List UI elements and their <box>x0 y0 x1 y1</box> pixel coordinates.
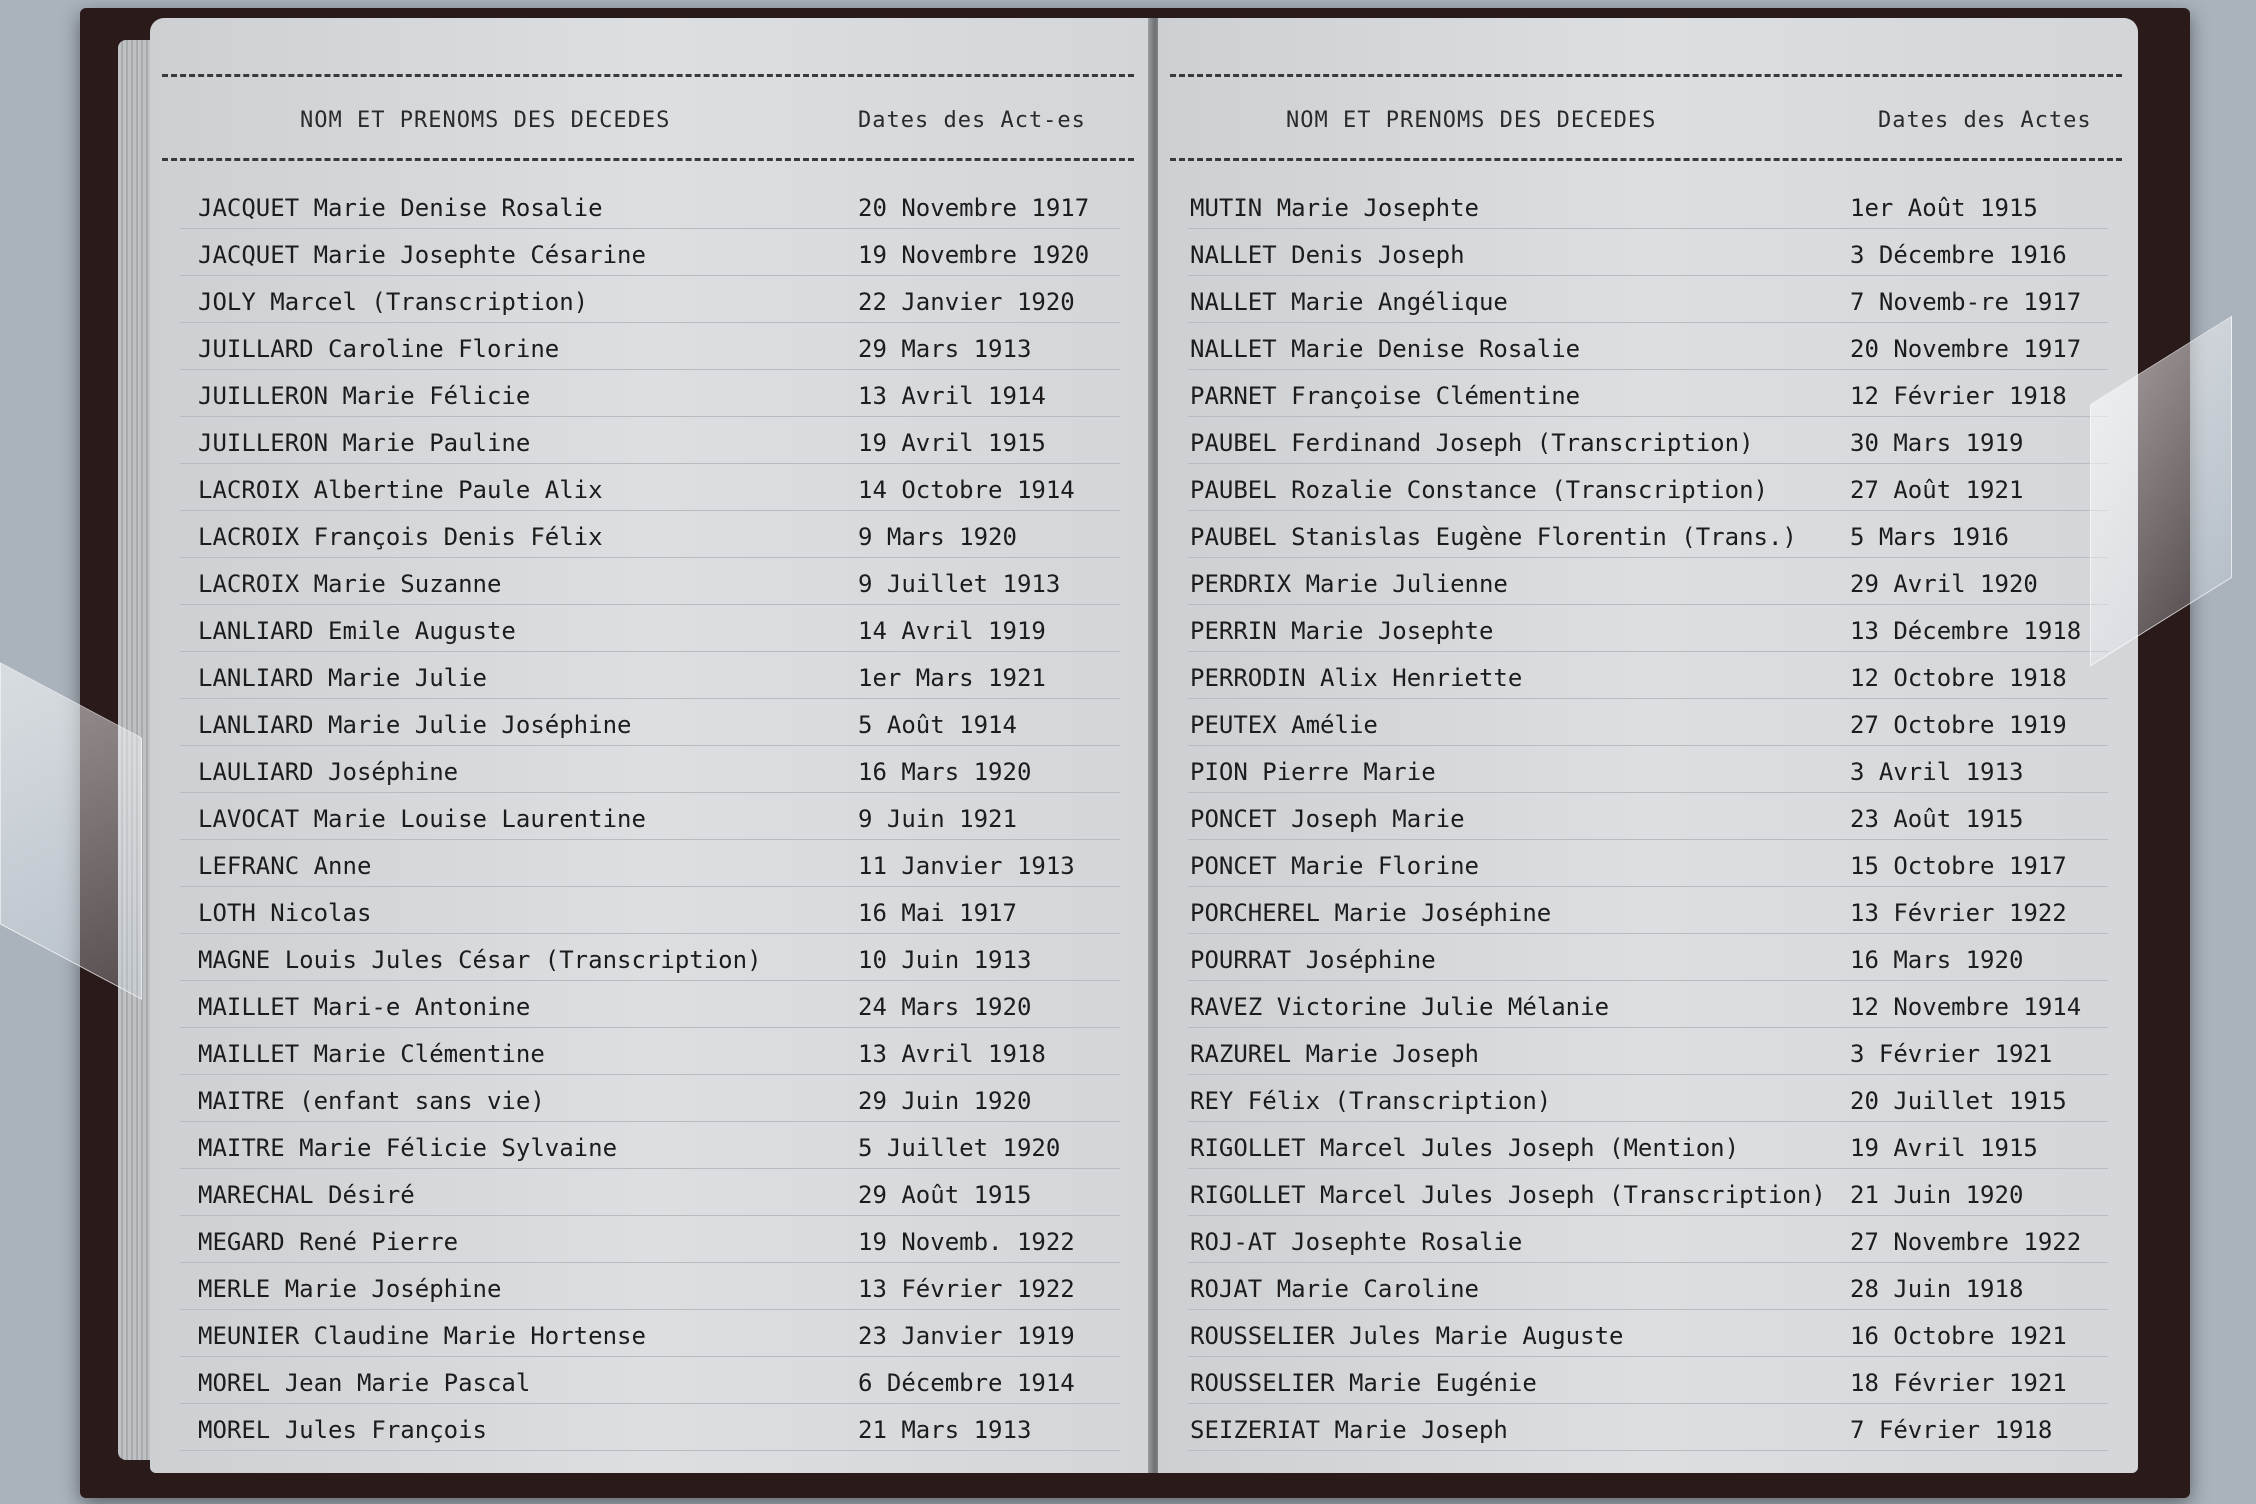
deceased-name: LEFRANC Anne <box>198 852 372 880</box>
deceased-name: JUILLARD Caroline Florine <box>198 335 560 363</box>
act-date: 14 Octobre 1914 <box>858 476 1075 504</box>
deceased-name: PAUBEL Ferdinand Joseph (Transcription) <box>1190 429 1754 457</box>
act-date: 1er Août 1915 <box>1850 194 2038 222</box>
act-date: 14 Avril 1919 <box>858 617 1046 645</box>
ruled-line <box>180 416 1120 417</box>
deceased-name: MAILLET Mari-e Antonine <box>198 993 531 1021</box>
register-entry <box>1158 235 2138 279</box>
register-entry <box>150 611 1150 655</box>
register-entry <box>150 799 1150 843</box>
act-date: 29 Avril 1920 <box>1850 570 2038 598</box>
register-entry <box>150 893 1150 937</box>
header-names: NOM ET PRENOMS DES DECEDES <box>1286 108 1657 133</box>
register-entry <box>1158 1222 2138 1266</box>
register-entry <box>1158 1363 2138 1407</box>
register-entry <box>150 658 1150 702</box>
ruled-line <box>180 792 1120 793</box>
deceased-name: MAITRE (enfant sans vie) <box>198 1087 545 1115</box>
act-date: 22 Janvier 1920 <box>858 288 1075 316</box>
deceased-name: ROJAT Marie Caroline <box>1190 1275 1479 1303</box>
act-date: 27 Octobre 1919 <box>1850 711 2067 739</box>
deceased-name: LANLIARD Emile Auguste <box>198 617 516 645</box>
ruled-line <box>180 933 1120 934</box>
deceased-name: LACROIX Marie Suzanne <box>198 570 502 598</box>
register-entry <box>150 517 1150 561</box>
register-entry <box>1158 752 2138 796</box>
deceased-name: ROJ-AT Josephte Rosalie <box>1190 1228 1523 1256</box>
act-date: 1er Mars 1921 <box>858 664 1046 692</box>
deceased-name: MOREL Jules François <box>198 1416 487 1444</box>
ruled-line <box>1188 698 2108 699</box>
act-date: 12 Février 1918 <box>1850 382 2067 410</box>
deceased-name: ROUSSELIER Marie Eugénie <box>1190 1369 1537 1397</box>
act-date: 27 Août 1921 <box>1850 476 2024 504</box>
deceased-name: MARECHAL Désiré <box>198 1181 415 1209</box>
ruled-line <box>1188 1168 2108 1169</box>
register-entry <box>150 846 1150 890</box>
deceased-name: RIGOLLET Marcel Jules Joseph (Mention) <box>1190 1134 1740 1162</box>
ruled-line <box>180 1262 1120 1263</box>
ruled-line <box>1188 1215 2108 1216</box>
register-entry <box>1158 1034 2138 1078</box>
act-date: 16 Mars 1920 <box>858 758 1032 786</box>
ruled-line <box>1188 369 2108 370</box>
deceased-name: RAZUREL Marie Joseph <box>1190 1040 1479 1068</box>
register-entry <box>150 423 1150 467</box>
act-date: 5 Mars 1916 <box>1850 523 2009 551</box>
act-date: 24 Mars 1920 <box>858 993 1032 1021</box>
act-date: 12 Octobre 1918 <box>1850 664 2067 692</box>
act-date: 19 Novembre 1920 <box>858 241 1090 269</box>
ruled-line <box>1188 463 2108 464</box>
register-entry <box>1158 705 2138 749</box>
ruled-line <box>180 228 1120 229</box>
ruled-line <box>180 1450 1120 1451</box>
register-entry <box>150 329 1150 373</box>
register-entry <box>150 1081 1150 1125</box>
deceased-name: PERRIN Marie Josephte <box>1190 617 1494 645</box>
act-date: 15 Octobre 1917 <box>1850 852 2067 880</box>
deceased-name: LACROIX François Denis Félix <box>198 523 603 551</box>
deceased-name: MEUNIER Claudine Marie Hortense <box>198 1322 646 1350</box>
deceased-name: PAUBEL Rozalie Constance (Transcription) <box>1190 476 1768 504</box>
act-date: 12 Novembre 1914 <box>1850 993 2082 1021</box>
ruled-line <box>1188 1121 2108 1122</box>
ruled-line <box>180 369 1120 370</box>
act-date: 29 Août 1915 <box>858 1181 1032 1209</box>
header-rule-top <box>1170 74 2122 77</box>
ruled-line <box>1188 322 2108 323</box>
register-entry <box>1158 188 2138 232</box>
ruled-line <box>180 980 1120 981</box>
register-entry <box>1158 1128 2138 1172</box>
register-entry <box>150 282 1150 326</box>
deceased-name: JUILLERON Marie Félicie <box>198 382 531 410</box>
register-entry <box>150 1034 1150 1078</box>
deceased-name: POURRAT Joséphine <box>1190 946 1436 974</box>
ruled-line <box>180 1356 1120 1357</box>
deceased-name: JOLY Marcel (Transcription) <box>198 288 589 316</box>
deceased-name: LAVOCAT Marie Louise Laurentine <box>198 805 646 833</box>
act-date: 3 Décembre 1916 <box>1850 241 2067 269</box>
act-date: 13 Février 1922 <box>1850 899 2067 927</box>
register-entry <box>150 1128 1150 1172</box>
register-entry <box>150 1269 1150 1313</box>
ruled-line <box>1188 745 2108 746</box>
register-entry <box>1158 517 2138 561</box>
act-date: 5 Juillet 1920 <box>858 1134 1061 1162</box>
ruled-line <box>180 604 1120 605</box>
deceased-name: ROUSSELIER Jules Marie Auguste <box>1190 1322 1624 1350</box>
act-date: 19 Novemb. 1922 <box>858 1228 1075 1256</box>
act-date: 10 Juin 1913 <box>858 946 1032 974</box>
ruled-line <box>180 1168 1120 1169</box>
act-date: 30 Mars 1919 <box>1850 429 2024 457</box>
deceased-name: MOREL Jean Marie Pascal <box>198 1369 531 1397</box>
deceased-name: PERRODIN Alix Henriette <box>1190 664 1523 692</box>
ruled-line <box>1188 416 2108 417</box>
ruled-line <box>180 557 1120 558</box>
deceased-name: MAITRE Marie Félicie Sylvaine <box>198 1134 618 1162</box>
deceased-name: RAVEZ Victorine Julie Mélanie <box>1190 993 1610 1021</box>
ruled-line <box>1188 1262 2108 1263</box>
deceased-name: PORCHEREL Marie Joséphine <box>1190 899 1552 927</box>
register-entry <box>1158 658 2138 702</box>
ruled-line <box>1188 1074 2108 1075</box>
register-entry <box>1158 940 2138 984</box>
deceased-name: REY Félix (Transcription) <box>1190 1087 1552 1115</box>
ruled-line <box>1188 839 2108 840</box>
deceased-name: PONCET Joseph Marie <box>1190 805 1465 833</box>
deceased-name: NALLET Denis Joseph <box>1190 241 1465 269</box>
register-entry <box>150 188 1150 232</box>
deceased-name: LACROIX Albertine Paule Alix <box>198 476 603 504</box>
act-date: 3 Février 1921 <box>1850 1040 2053 1068</box>
register-entry <box>1158 893 2138 937</box>
register-entry <box>1158 423 2138 467</box>
act-date: 20 Novembre 1917 <box>858 194 1090 222</box>
register-entry <box>1158 611 2138 655</box>
ruled-line <box>180 1121 1120 1122</box>
act-date: 13 Avril 1918 <box>858 1040 1046 1068</box>
ruled-line <box>1188 651 2108 652</box>
act-date: 9 Mars 1920 <box>858 523 1017 551</box>
register-entry <box>1158 846 2138 890</box>
deceased-name: LOTH Nicolas <box>198 899 372 927</box>
act-date: 28 Juin 1918 <box>1850 1275 2024 1303</box>
act-date: 19 Avril 1915 <box>858 429 1046 457</box>
deceased-name: LANLIARD Marie Julie <box>198 664 487 692</box>
act-date: 16 Octobre 1921 <box>1850 1322 2067 1350</box>
act-date: 6 Décembre 1914 <box>858 1369 1075 1397</box>
register-entry <box>1158 1269 2138 1313</box>
act-date: 13 Avril 1914 <box>858 382 1046 410</box>
deceased-name: MAILLET Marie Clémentine <box>198 1040 545 1068</box>
register-entry <box>150 1410 1150 1454</box>
ruled-line <box>180 886 1120 887</box>
register-entry <box>150 940 1150 984</box>
act-date: 29 Mars 1913 <box>858 335 1032 363</box>
act-date: 5 Août 1914 <box>858 711 1017 739</box>
ruled-line <box>1188 604 2108 605</box>
header-dates: Dates des Act-es <box>858 108 1086 133</box>
register-entry <box>150 1316 1150 1360</box>
ruled-line <box>1188 228 2108 229</box>
register-entry <box>150 705 1150 749</box>
deceased-name: RIGOLLET Marcel Jules Joseph (Transcription) <box>1190 1181 1826 1209</box>
register-entry <box>1158 799 2138 843</box>
ruled-line <box>180 651 1120 652</box>
deceased-name: JACQUET Marie Josephte Césarine <box>198 241 646 269</box>
register-entry <box>1158 282 2138 326</box>
register-entry <box>1158 376 2138 420</box>
deceased-name: MERLE Marie Joséphine <box>198 1275 502 1303</box>
act-date: 9 Juillet 1913 <box>858 570 1061 598</box>
header-rule-bottom <box>162 158 1134 161</box>
register-entry <box>150 1363 1150 1407</box>
left-page <box>150 18 1150 1473</box>
ruled-line <box>1188 886 2108 887</box>
header-dates: Dates des Actes <box>1878 108 2092 133</box>
deceased-name: PONCET Marie Florine <box>1190 852 1479 880</box>
ruled-line <box>1188 510 2108 511</box>
register-entry <box>150 752 1150 796</box>
register-entry <box>150 1175 1150 1219</box>
ruled-line <box>1188 1309 2108 1310</box>
ruled-line <box>180 510 1120 511</box>
ruled-line <box>1188 933 2108 934</box>
deceased-name: NALLET Marie Denise Rosalie <box>1190 335 1581 363</box>
register-entry <box>150 1222 1150 1266</box>
act-date: 3 Avril 1913 <box>1850 758 2024 786</box>
register-entry <box>1158 1081 2138 1125</box>
act-date: 20 Juillet 1915 <box>1850 1087 2067 1115</box>
ruled-line <box>1188 980 2108 981</box>
deceased-name: MUTIN Marie Josephte <box>1190 194 1479 222</box>
act-date: 19 Avril 1915 <box>1850 1134 2038 1162</box>
register-entry <box>1158 470 2138 514</box>
act-date: 7 Novemb-re 1917 <box>1850 288 2082 316</box>
ruled-line <box>1188 1403 2108 1404</box>
ruled-line <box>1188 1356 2108 1357</box>
act-date: 23 Août 1915 <box>1850 805 2024 833</box>
ruled-line <box>1188 1450 2108 1451</box>
deceased-name: PEUTEX Amélie <box>1190 711 1378 739</box>
ruled-line <box>180 1027 1120 1028</box>
deceased-name: NALLET Marie Angélique <box>1190 288 1508 316</box>
act-date: 13 Février 1922 <box>858 1275 1075 1303</box>
register-entry <box>150 376 1150 420</box>
register-entry <box>1158 1316 2138 1360</box>
act-date: 21 Juin 1920 <box>1850 1181 2024 1209</box>
ruled-line <box>180 322 1120 323</box>
act-date: 9 Juin 1921 <box>858 805 1017 833</box>
ruled-line <box>180 839 1120 840</box>
register-entry <box>1158 1410 2138 1454</box>
act-date: 18 Février 1921 <box>1850 1369 2067 1397</box>
deceased-name: JUILLERON Marie Pauline <box>198 429 531 457</box>
register-entry <box>1158 564 2138 608</box>
deceased-name: JACQUET Marie Denise Rosalie <box>198 194 603 222</box>
ruled-line <box>180 1074 1120 1075</box>
deceased-name: SEIZERIAT Marie Joseph <box>1190 1416 1508 1444</box>
header-names: NOM ET PRENOMS DES DECEDES <box>300 108 671 133</box>
act-date: 27 Novembre 1922 <box>1850 1228 2082 1256</box>
header-rule-bottom <box>1170 158 2122 161</box>
deceased-name: PAUBEL Stanislas Eugène Florentin (Trans.) <box>1190 523 1797 551</box>
deceased-name: MAGNE Louis Jules César (Transcription) <box>198 946 762 974</box>
ruled-line <box>180 1309 1120 1310</box>
act-date: 13 Décembre 1918 <box>1850 617 2082 645</box>
register-entry <box>150 470 1150 514</box>
register-entry <box>1158 329 2138 373</box>
act-date: 20 Novembre 1917 <box>1850 335 2082 363</box>
right-page <box>1158 18 2138 1473</box>
deceased-name: PERDRIX Marie Julienne <box>1190 570 1508 598</box>
register-entry <box>1158 1175 2138 1219</box>
register-entry <box>150 564 1150 608</box>
ruled-line <box>1188 557 2108 558</box>
ruled-line <box>180 1215 1120 1216</box>
register-entry <box>1158 987 2138 1031</box>
ruled-line <box>180 745 1120 746</box>
ruled-line <box>180 1403 1120 1404</box>
ruled-line <box>180 275 1120 276</box>
ruled-line <box>1188 1027 2108 1028</box>
act-date: 16 Mai 1917 <box>858 899 1017 927</box>
deceased-name: LAULIARD Joséphine <box>198 758 459 786</box>
ruled-line <box>1188 792 2108 793</box>
header-rule-top <box>162 74 1134 77</box>
act-date: 7 Février 1918 <box>1850 1416 2053 1444</box>
register-entry <box>150 235 1150 279</box>
ruled-line <box>1188 275 2108 276</box>
ruled-line <box>180 698 1120 699</box>
register-entry <box>150 987 1150 1031</box>
deceased-name: PARNET Françoise Clémentine <box>1190 382 1581 410</box>
act-date: 29 Juin 1920 <box>858 1087 1032 1115</box>
act-date: 21 Mars 1913 <box>858 1416 1032 1444</box>
deceased-name: PION Pierre Marie <box>1190 758 1436 786</box>
ruled-line <box>180 463 1120 464</box>
act-date: 11 Janvier 1913 <box>858 852 1075 880</box>
act-date: 16 Mars 1920 <box>1850 946 2024 974</box>
deceased-name: MEGARD René Pierre <box>198 1228 459 1256</box>
act-date: 23 Janvier 1919 <box>858 1322 1075 1350</box>
deceased-name: LANLIARD Marie Julie Joséphine <box>198 711 632 739</box>
